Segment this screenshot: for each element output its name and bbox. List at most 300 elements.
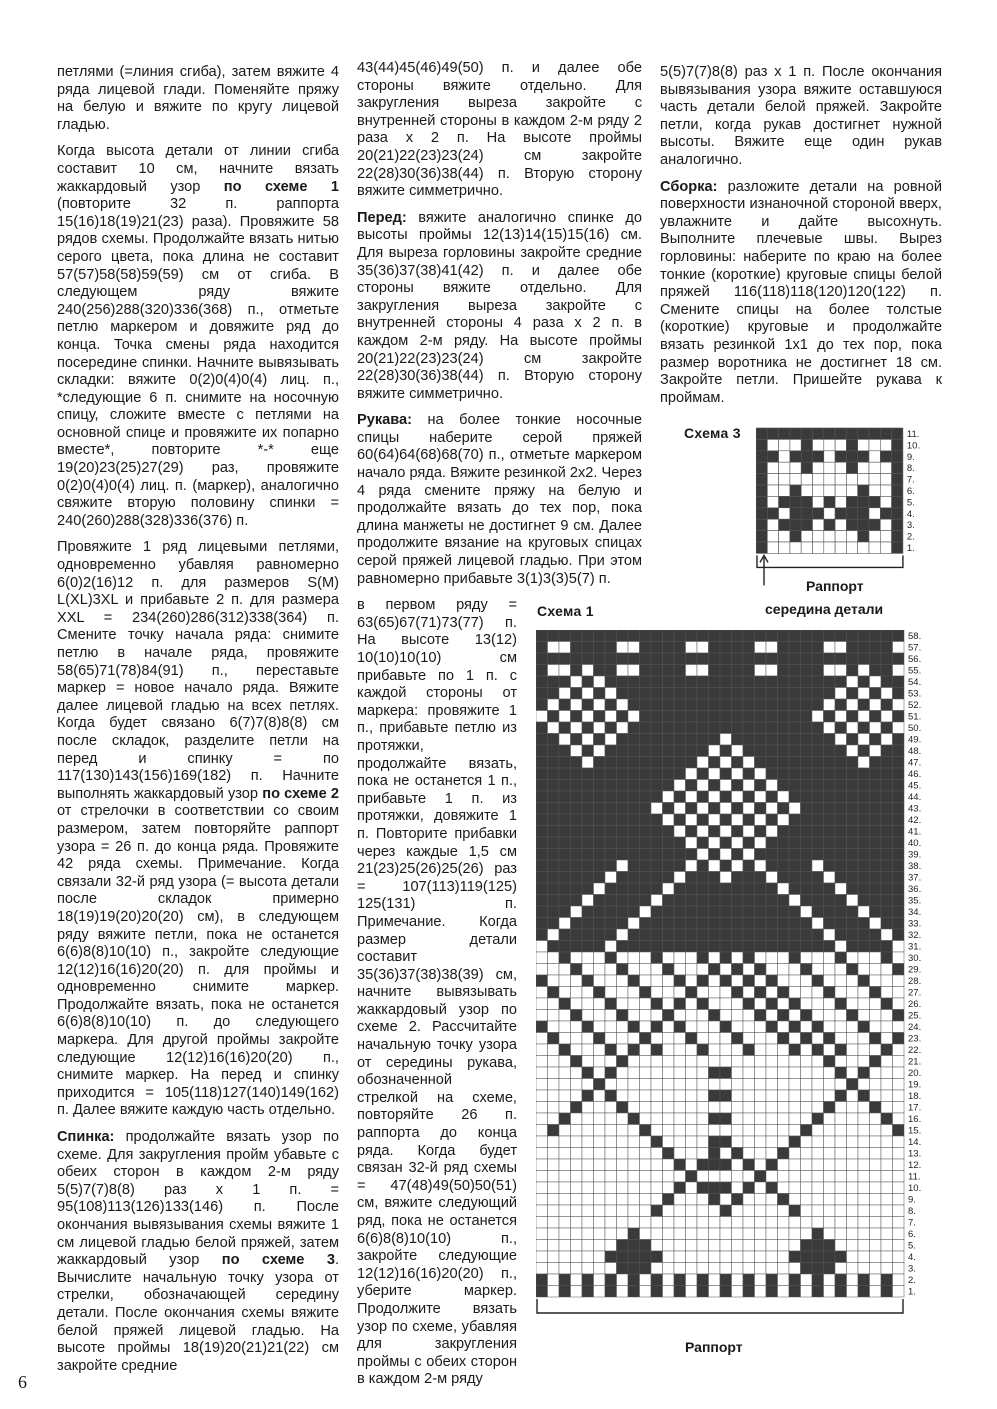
chart-cell	[617, 1056, 629, 1068]
chart-cell	[582, 1125, 594, 1137]
chart-cell	[766, 1033, 778, 1045]
chart-cell	[559, 699, 571, 711]
chart-cell	[756, 451, 767, 462]
chart-cell	[628, 1159, 640, 1171]
chart-cell	[824, 791, 836, 803]
chart-cell	[686, 1263, 698, 1275]
chart-cell	[697, 711, 709, 723]
chart-cell	[640, 1263, 652, 1275]
chart-cell	[686, 699, 698, 711]
chart-cell	[766, 688, 778, 700]
chart-cell	[548, 1286, 560, 1298]
chart-cell	[720, 918, 732, 930]
chart-cell	[778, 814, 790, 826]
chart-cell	[835, 745, 847, 757]
chart-cell	[536, 768, 548, 780]
chart-cell	[720, 814, 732, 826]
chart-cell	[847, 653, 859, 665]
chart-cell	[755, 630, 767, 642]
chart-cell	[790, 508, 801, 519]
chart-cell	[720, 665, 732, 677]
chart-cell	[548, 987, 560, 999]
chart-cell	[674, 711, 686, 723]
chart-cell	[640, 1217, 652, 1229]
chart-cell	[755, 791, 767, 803]
chart-cell	[732, 1090, 744, 1102]
chart-cell	[824, 1159, 836, 1171]
chart-cell	[686, 791, 698, 803]
chart-cell	[651, 1067, 663, 1079]
chart-cell	[801, 826, 813, 838]
chart-cell	[640, 1240, 652, 1252]
chart-cell	[720, 676, 732, 688]
chart-cell	[536, 1171, 548, 1183]
chart-cell	[559, 1033, 571, 1045]
chart-cell	[755, 1136, 767, 1148]
chart-cell	[847, 803, 859, 815]
chart-cell	[778, 1228, 790, 1240]
chart-cell	[767, 451, 778, 462]
chart-cell	[674, 745, 686, 757]
chart-cell	[571, 906, 583, 918]
chart-cell	[720, 653, 732, 665]
chart-cell	[559, 906, 571, 918]
row-number: 48.	[908, 746, 922, 757]
chart-cell	[582, 1021, 594, 1033]
chart-cell	[824, 428, 835, 439]
chart-cell	[870, 814, 882, 826]
chart-cell	[881, 1090, 893, 1102]
chart-cell	[743, 883, 755, 895]
chart-cell	[858, 642, 870, 654]
chart-cell	[789, 688, 801, 700]
chart-cell	[766, 826, 778, 838]
chart-cell	[571, 918, 583, 930]
chart-cell	[893, 987, 905, 999]
row-number: 37.	[908, 872, 922, 884]
chart-cell	[835, 757, 847, 769]
chart-cell	[640, 964, 652, 976]
chart-cell	[697, 1010, 709, 1022]
chart-cell	[628, 814, 640, 826]
chart-cell	[709, 1010, 721, 1022]
chart-cell	[720, 1286, 732, 1298]
chart-cell	[617, 1274, 629, 1286]
chart-cell	[594, 676, 606, 688]
chart-cell	[732, 1240, 744, 1252]
chart-cell	[640, 952, 652, 964]
chart-cell	[651, 1033, 663, 1045]
row-number: 36.	[908, 884, 922, 895]
chart-cell	[743, 791, 755, 803]
chart-cell	[571, 895, 583, 907]
chart-cell	[709, 1159, 721, 1171]
chart-cell	[824, 1056, 836, 1068]
chart-cell	[755, 1159, 767, 1171]
chart-cell	[559, 653, 571, 665]
chart-cell	[605, 883, 617, 895]
chart-cell	[582, 757, 594, 769]
chart-cell	[881, 1010, 893, 1022]
chart-cell	[835, 531, 846, 542]
chart-cell	[743, 711, 755, 723]
chart-cell	[559, 1067, 571, 1079]
chart-cell	[686, 998, 698, 1010]
chart-cell	[720, 826, 732, 838]
chart-cell	[605, 688, 617, 700]
chart-cell	[536, 734, 548, 746]
chart-cell	[559, 757, 571, 769]
chart-cell	[847, 630, 859, 642]
chart-cell	[881, 1251, 893, 1263]
chart-cell	[869, 519, 880, 530]
chart-cell	[720, 1044, 732, 1056]
chart-cell	[559, 734, 571, 746]
chart-cell	[686, 768, 698, 780]
chart-cell	[571, 929, 583, 941]
chart-cell	[813, 519, 824, 530]
chart-cell	[628, 883, 640, 895]
chart-cell	[743, 952, 755, 964]
chart-cell	[824, 1194, 836, 1206]
row-number: 10.	[908, 1183, 922, 1194]
chart-cell	[778, 1159, 790, 1171]
chart-cell	[640, 1079, 652, 1091]
chart-cell	[801, 1286, 813, 1298]
chart-cell	[869, 462, 880, 473]
chart-cell	[536, 1125, 548, 1137]
chart-cell	[582, 1240, 594, 1252]
chart-cell	[674, 803, 686, 815]
chart-cell	[743, 1263, 755, 1275]
chart-cell	[582, 791, 594, 803]
chart-cell	[835, 1171, 847, 1183]
chart-cell	[628, 630, 640, 642]
chart-cell	[858, 474, 869, 485]
chart-cell	[720, 1263, 732, 1275]
chart-cell	[732, 1263, 744, 1275]
chart-cell	[870, 1056, 882, 1068]
chart-cell	[801, 688, 813, 700]
chart-cell	[594, 803, 606, 815]
chart-cell	[720, 1021, 732, 1033]
paragraph	[357, 210, 642, 404]
chart-cell	[548, 906, 560, 918]
chart-cell	[582, 964, 594, 976]
chart-cell	[617, 1159, 629, 1171]
chart-cell	[743, 987, 755, 999]
chart-cell	[663, 952, 675, 964]
chart-cell	[893, 665, 905, 677]
chart-cell	[813, 439, 824, 450]
chart-cell	[697, 1113, 709, 1125]
chart-cell	[628, 1102, 640, 1114]
chart-cell	[847, 722, 859, 734]
chart-cell	[835, 1217, 847, 1229]
chart-cell	[536, 872, 548, 884]
chart-cell	[893, 630, 905, 642]
chart-cell	[812, 688, 824, 700]
chart-cell	[858, 1274, 870, 1286]
chart-cell	[892, 508, 903, 519]
chart-cell	[812, 837, 824, 849]
chart-cell	[880, 451, 891, 462]
chart-cell	[858, 734, 870, 746]
chart-cell	[732, 1102, 744, 1114]
chart-cell	[766, 803, 778, 815]
chart-cell	[870, 1010, 882, 1022]
chart-cell	[778, 918, 790, 930]
chart-cell	[732, 918, 744, 930]
chart-cell	[743, 1136, 755, 1148]
chart-cell	[847, 688, 859, 700]
rapport-bracket	[757, 555, 903, 567]
chart-cell	[663, 1010, 675, 1022]
chart-cell	[548, 1136, 560, 1148]
chart-cell	[743, 1194, 755, 1206]
chart-cell	[594, 987, 606, 999]
chart-cell	[858, 872, 870, 884]
chart-cell	[835, 837, 847, 849]
chart-cell	[858, 906, 870, 918]
chart-cell	[663, 1067, 675, 1079]
chart-cell	[801, 791, 813, 803]
chart-cell	[594, 1228, 606, 1240]
chart-cell	[812, 952, 824, 964]
chart-cell	[594, 1102, 606, 1114]
chart-cell	[663, 1194, 675, 1206]
row-number: 44.	[908, 792, 922, 803]
chart-cell	[778, 642, 790, 654]
chart-cell	[640, 1136, 652, 1148]
chart-cell	[812, 849, 824, 861]
chart-cell	[743, 722, 755, 734]
chart-cell	[778, 757, 790, 769]
chart-cell	[582, 745, 594, 757]
chart-cell	[663, 1044, 675, 1056]
chart-cell	[571, 1217, 583, 1229]
chart-cell	[709, 1079, 721, 1091]
chart-cell	[858, 519, 869, 530]
chart-cell	[594, 883, 606, 895]
chart-cell	[846, 542, 857, 553]
chart-cell	[893, 768, 905, 780]
chart-cell	[755, 711, 767, 723]
chart-cell	[559, 975, 571, 987]
chart-cell	[536, 1056, 548, 1068]
chart-cell	[536, 941, 548, 953]
chart-cell	[686, 722, 698, 734]
chart-cell	[881, 1079, 893, 1091]
row-number: 6.	[908, 1229, 916, 1240]
chart-cell	[605, 1251, 617, 1263]
chart-cell	[720, 745, 732, 757]
chart-cell	[548, 872, 560, 884]
chart-cell	[663, 1148, 675, 1160]
chart-cell	[801, 1251, 813, 1263]
chart-cell	[674, 1033, 686, 1045]
chart-cell	[651, 642, 663, 654]
chart-cell	[743, 1125, 755, 1137]
chart-cell	[755, 918, 767, 930]
chart-cell	[628, 1263, 640, 1275]
chart-cell	[732, 676, 744, 688]
chart-cell	[663, 975, 675, 987]
chart-cell	[789, 1079, 801, 1091]
chart-cell	[674, 688, 686, 700]
chart-cell	[743, 1171, 755, 1183]
chart-cell	[548, 803, 560, 815]
chart-cell	[640, 803, 652, 815]
chart-cell	[801, 531, 812, 542]
chart-cell	[651, 1240, 663, 1252]
chart-cell	[686, 860, 698, 872]
chart-cell	[778, 964, 790, 976]
chart-cell	[686, 1090, 698, 1102]
chart-cell	[582, 699, 594, 711]
chart-cell	[674, 1136, 686, 1148]
chart-cell	[674, 768, 686, 780]
chart-cell	[559, 826, 571, 838]
chart-cell	[628, 1021, 640, 1033]
chart-cell	[858, 1240, 870, 1252]
chart-cell	[743, 653, 755, 665]
chart-cell	[571, 998, 583, 1010]
chart-cell	[582, 1182, 594, 1194]
chart-cell	[628, 1033, 640, 1045]
chart-cell	[893, 1102, 905, 1114]
chart-cell	[674, 872, 686, 884]
chart-cell	[835, 941, 847, 953]
chart-cell	[617, 1090, 629, 1102]
chart-cell	[858, 699, 870, 711]
chart-cell	[743, 1205, 755, 1217]
chart-cell	[605, 906, 617, 918]
chart-cell	[732, 895, 744, 907]
chart-cell	[732, 1205, 744, 1217]
chart-cell	[766, 1079, 778, 1091]
chart-cell	[778, 1067, 790, 1079]
chart-cell	[766, 1159, 778, 1171]
chart-cell	[571, 711, 583, 723]
chart-cell	[571, 653, 583, 665]
chart-cell	[709, 630, 721, 642]
chart-cell	[812, 745, 824, 757]
chart-cell	[640, 1194, 652, 1206]
chart-cell	[858, 849, 870, 861]
chart-cell	[571, 964, 583, 976]
chart-cell	[686, 826, 698, 838]
chart-cell	[766, 1148, 778, 1160]
chart-cell	[548, 952, 560, 964]
chart-cell	[536, 918, 548, 930]
chart-cell	[858, 814, 870, 826]
chart-cell	[789, 883, 801, 895]
chart-cell	[847, 1021, 859, 1033]
chart-cell	[813, 428, 824, 439]
chart-cell	[663, 895, 675, 907]
chart-cell	[824, 906, 836, 918]
chart-cell	[571, 665, 583, 677]
chart-cell	[605, 952, 617, 964]
chart-cell	[892, 462, 903, 473]
chart-cell	[674, 895, 686, 907]
chart-cell	[559, 1148, 571, 1160]
chart-cell	[594, 1274, 606, 1286]
chart-cell	[870, 1044, 882, 1056]
chart-cell	[674, 1125, 686, 1137]
chart-cell	[651, 975, 663, 987]
chart-cell	[881, 814, 893, 826]
chart-cell	[847, 676, 859, 688]
chart-cell	[582, 1113, 594, 1125]
chart-cell	[594, 872, 606, 884]
chart-cell	[651, 1079, 663, 1091]
row-number: 28.	[908, 976, 922, 987]
chart-cell	[628, 1044, 640, 1056]
chart-cell	[732, 1159, 744, 1171]
chart-cell	[858, 1090, 870, 1102]
chart-cell	[743, 1274, 755, 1286]
chart-cell	[594, 665, 606, 677]
text-run: (повторите 32 п. раппорта 15(16)18(19)21(23) раза). Провяжите 58 рядов схемы. Продолжайте вязать нитью серого цвета, пока длина не составит 57(57)58(58)59(59) см от сгиба. В следующем ряду вяжите 240(256)288(320)336(368) п., отметьте петлю маркером и довяжите ряд до конца. Точка смены ряда находится посередине спинки. Начните вывязывать складки: вяжите 0(2)0(4)0(4) лиц. п., *следующие 6 п. снимите на носочную спицу, сложите вместе с петлями на основной спице и провяжите их попарно вместе*, повторите *-* еще 19(20)23(25)27(29) раз, провяжите 0(2)0(4)0(4) лиц. п. (маркер), аналогично свяжите вторую половину спинки = 240(260)288(328)336(376) п.	[57, 196, 339, 529]
chart-cell	[559, 665, 571, 677]
chart-cell	[536, 1182, 548, 1194]
chart-cell	[686, 837, 698, 849]
chart-cell	[709, 780, 721, 792]
chart-cell	[548, 630, 560, 642]
chart-cell	[674, 630, 686, 642]
chart-cell	[824, 462, 835, 473]
chart-cell	[881, 872, 893, 884]
chart-cell	[720, 711, 732, 723]
chart-cell	[858, 1056, 870, 1068]
row-number: 4.	[906, 508, 915, 520]
chart-cell	[571, 1240, 583, 1252]
scheme-1-chart	[536, 630, 956, 1360]
row-number: 3.	[906, 520, 915, 532]
chart-cell	[720, 1217, 732, 1229]
chart-cell	[846, 496, 857, 507]
chart-cell	[743, 872, 755, 884]
chart-cell	[674, 676, 686, 688]
chart-cell	[869, 428, 880, 439]
row-number: 58.	[908, 631, 922, 642]
bold-term: по схеме 3	[221, 1252, 335, 1269]
chart-cell	[651, 1125, 663, 1137]
chart-cell	[594, 849, 606, 861]
row-number: 35.	[908, 895, 922, 907]
chart-cell	[709, 1136, 721, 1148]
chart-cell	[594, 826, 606, 838]
chart-cell	[812, 791, 824, 803]
chart-cell	[881, 1021, 893, 1033]
chart-cell	[755, 722, 767, 734]
chart-cell	[640, 1033, 652, 1045]
chart-cell	[801, 1010, 813, 1022]
text-run: Провяжите 1 ряд лицевыми петлями, одновременно убавляя равномерно 6(0)2(16)12 п. для размеров S(M) L(XL)3XL и прибавьте 2 п. для размера XXL = 234(260)286(312)338(364) п. Смените точку начала ряда: снимите петлю в начале ряда, провяжите 58(65)71(78)84(91) п., переставьте маркер = новое начало ряда. Вяжите далее лицевой гладью на всех петлях. Когда будет связано 6(7)7(8)8(8) см после складок, разделите петли на перед и спинку = по 117(130)143(156)169(182) п. Начните выполнять жаккардовый узор	[57, 539, 339, 802]
chart-cell	[628, 653, 640, 665]
chart-cell	[789, 768, 801, 780]
row-number: 40.	[908, 838, 922, 849]
chart-cell	[881, 1182, 893, 1194]
chart-cell	[594, 998, 606, 1010]
chart-cell	[617, 837, 629, 849]
chart-cell	[755, 1274, 767, 1286]
chart-cell	[582, 883, 594, 895]
chart-cell	[686, 1010, 698, 1022]
chart-cell	[720, 1033, 732, 1045]
